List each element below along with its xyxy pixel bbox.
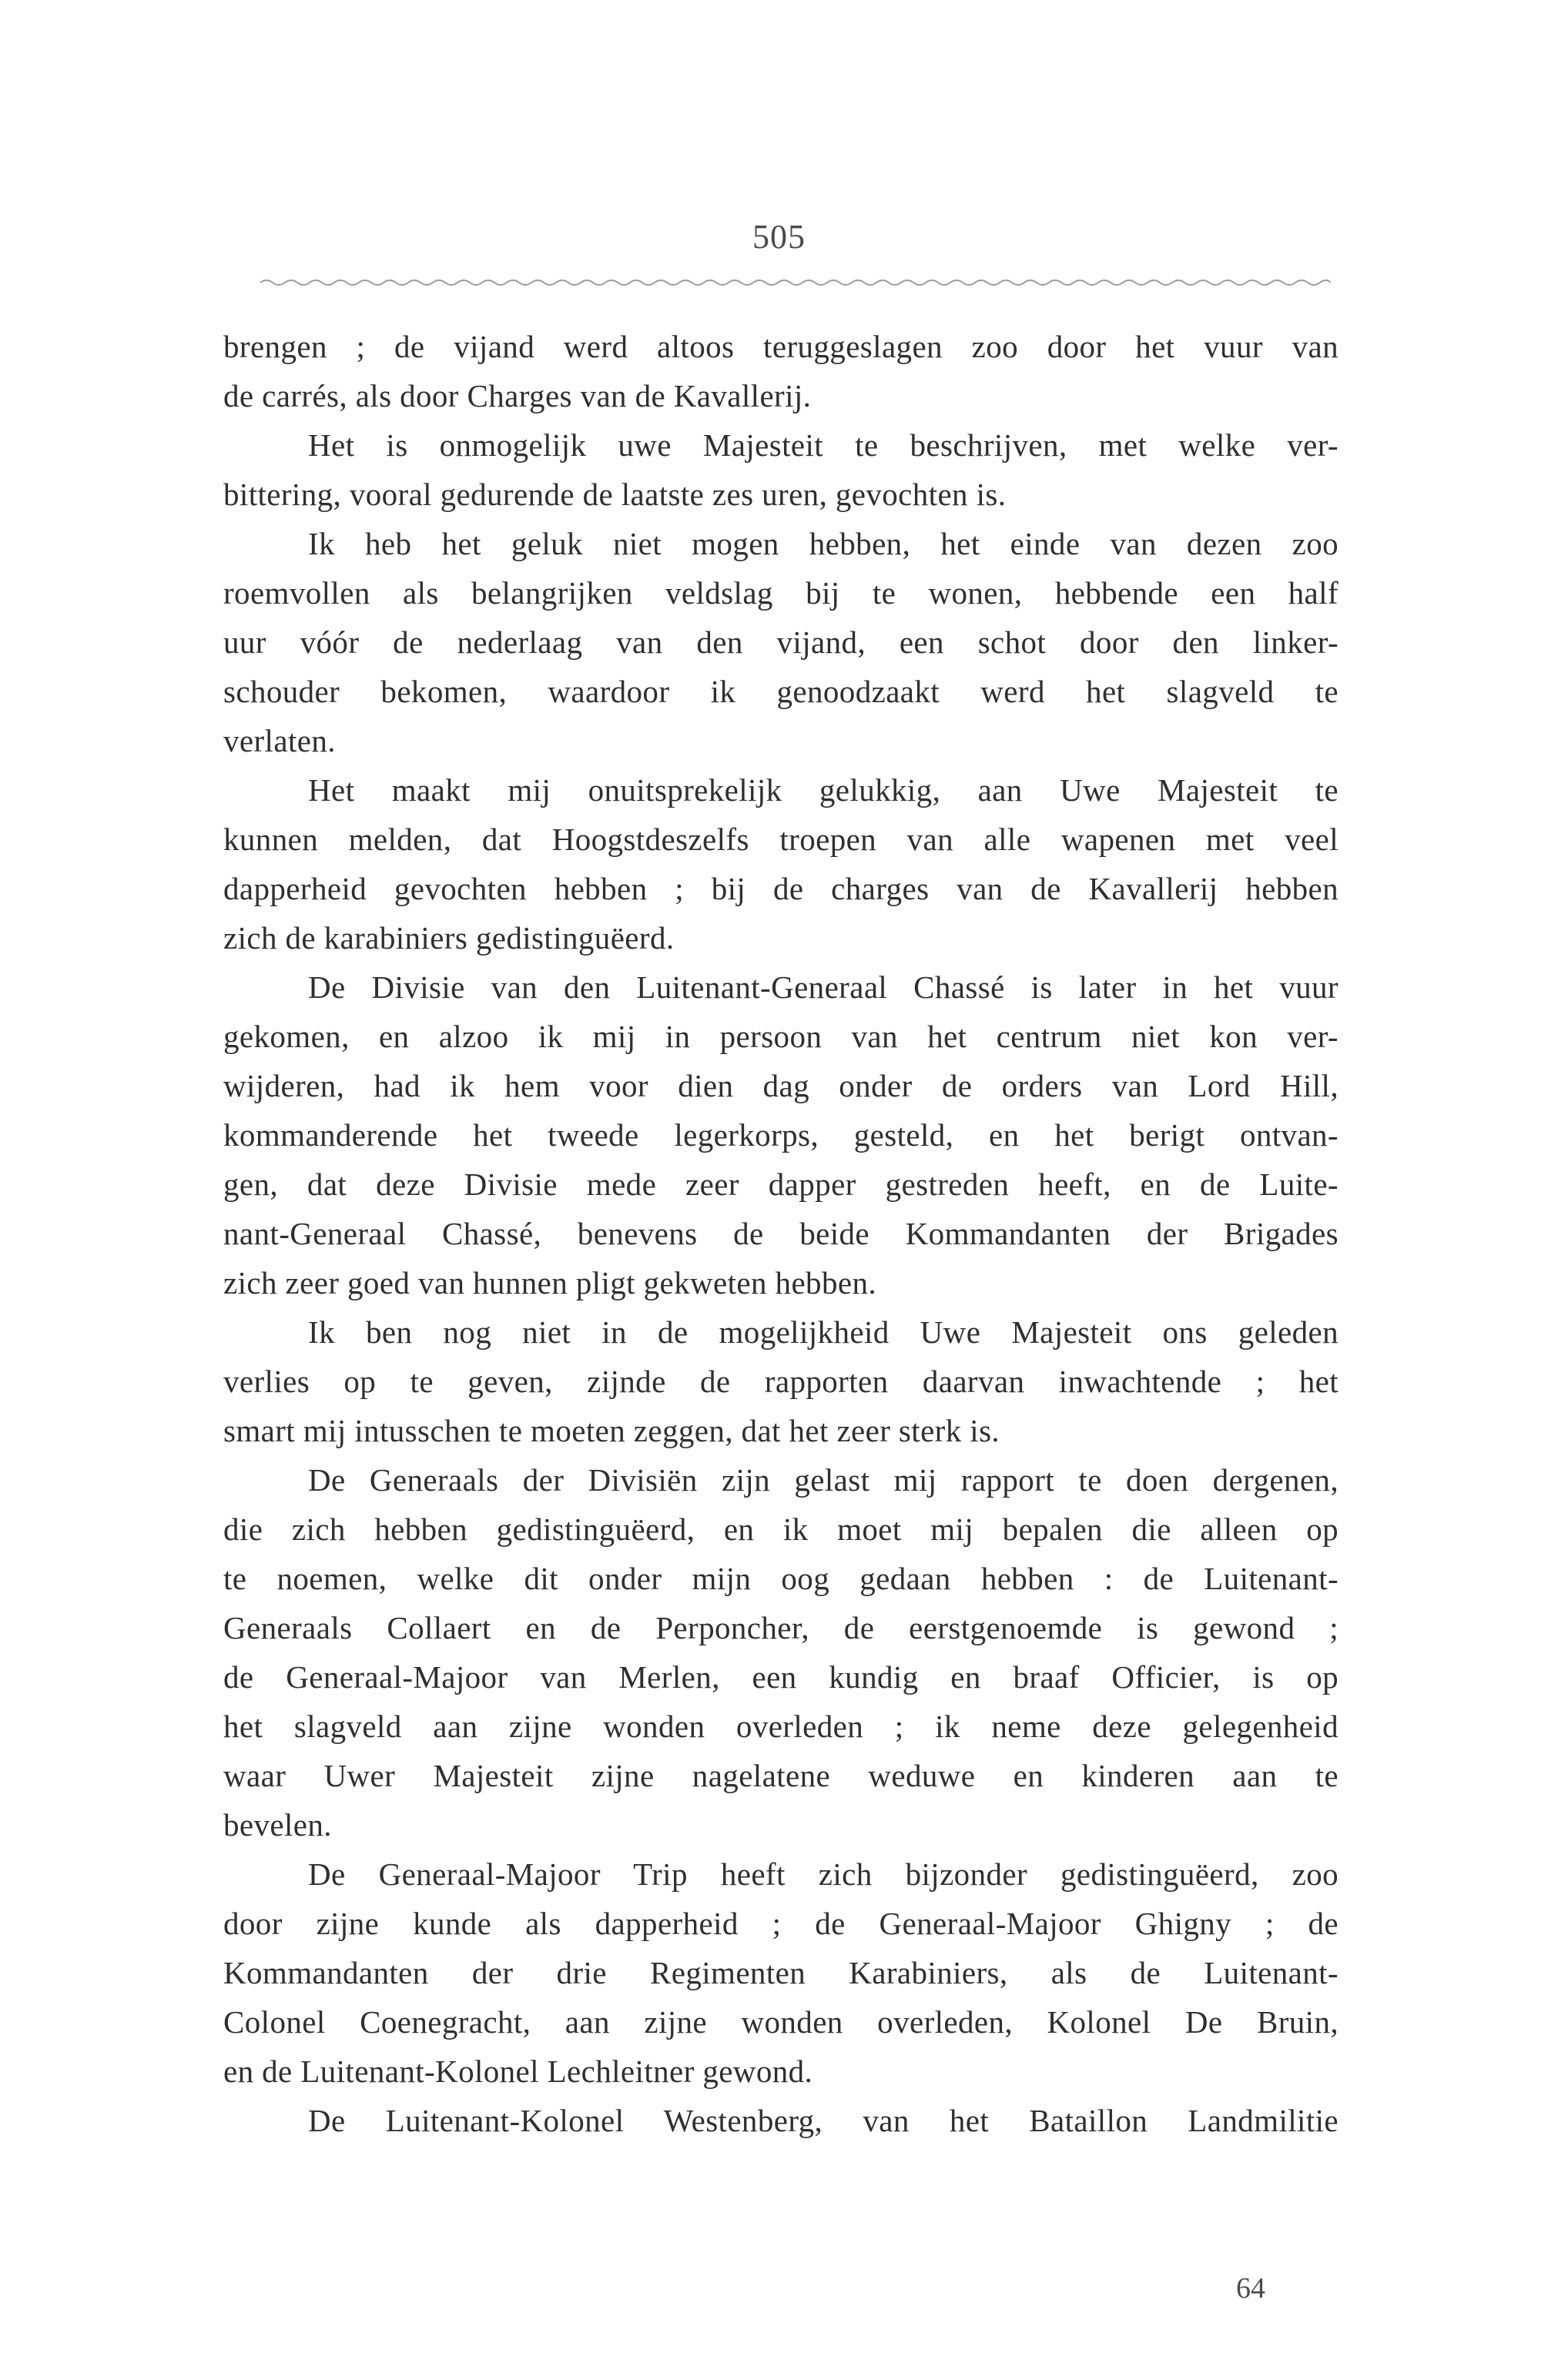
text-line: die zich hebben gedistinguëerd, en ik moet mij bepalen die alleen op [223, 1511, 1339, 1547]
text-line: Generaals Collaert en de Perponcher, de eerstgenoemde is gewond ; [223, 1610, 1339, 1645]
text-line: bevelen. [223, 1807, 332, 1843]
text-line: zich zeer goed van hunnen pligt gekweten hebben. [223, 1265, 876, 1300]
text-line: Colonel Coenegracht, aan zijne wonden overleden, Kolonel De Bruin, [223, 2004, 1339, 2040]
text-line: de Generaal-Majoor van Merlen, een kundig en braaf Officier, is op [223, 1659, 1339, 1695]
text-line: gen, dat deze Divisie mede zeer dapper gestreden heeft, en de Luite- [223, 1167, 1339, 1202]
text-line: dapperheid gevochten hebben ; bij de charges van de Kavallerij hebben [223, 871, 1339, 906]
text-line: verlaten. [223, 723, 336, 758]
signature-mark: 64 [1236, 2272, 1265, 2305]
text-line: waar Uwer Majesteit zijne nagelatene weduwe en kinderen aan te [223, 1758, 1339, 1793]
text-line: kunnen melden, dat Hoogstdeszelfs troepen van alle wapenen met veel [223, 822, 1339, 857]
text-line: nant-Generaal Chassé, benevens de beide Kommandanten der Brigades [223, 1216, 1339, 1251]
text-line: te noemen, welke dit onder mijn oog gedaan hebben : de Luitenant- [223, 1561, 1339, 1596]
text-line: De Generaal-Majoor Trip heeft zich bijzonder gedistinguëerd, zoo [308, 1856, 1339, 1892]
text-line: uur vóór de nederlaag van den vijand, een schot door den linker- [223, 624, 1339, 660]
page-number: 505 [752, 218, 806, 256]
text-line: De Generaals der Divisiën zijn gelast mij rapport te doen dergenen, [308, 1462, 1339, 1498]
text-line: Kommandanten der drie Regimenten Karabiniers, als de Luitenant- [223, 1955, 1339, 1990]
text-line: smart mij intusschen te moeten zeggen, dat het zeer sterk is. [223, 1413, 1000, 1448]
text-line: gekomen, en alzoo ik mij in persoon van het centrum niet kon ver- [223, 1019, 1339, 1054]
text-line: Het maakt mij onuitsprekelijk gelukkig, aan Uwe Majesteit te [308, 772, 1339, 808]
text-line: De Luitenant-Kolonel Westenberg, van het Bataillon Landmilitie [308, 2103, 1339, 2138]
text-line: Ik ben nog niet in de mogelijkheid Uwe Majesteit ons geleden [308, 1314, 1339, 1350]
text-line: Het is onmogelijk uwe Majesteit te beschrijven, met welke ver- [308, 427, 1339, 463]
text-line: zich de karabiniers gedistinguëerd. [223, 920, 675, 956]
text-line: De Divisie van den Luitenant-Generaal Chassé is later in het vuur [308, 969, 1339, 1005]
text-line: het slagveld aan zijne wonden overleden ; ik neme deze gelegenheid [223, 1709, 1339, 1744]
text-line: wijderen, had ik hem voor dien dag onder de orders van Lord Hill, [223, 1068, 1339, 1103]
text-line: brengen ; de vijand werd altoos teruggeslagen zoo door het vuur van [223, 329, 1339, 364]
text-line: bittering, vooral gedurende de laatste zes uren, gevochten is. [223, 477, 1007, 512]
text-line: verlies op te geven, zijnde de rapporten daarvan inwachtende ; het [223, 1364, 1339, 1399]
text-line: de carrés, als door Charges van de Kavallerij. [223, 378, 812, 413]
text-line: kommanderende het tweede legerkorps, gesteld, en het berigt ontvan- [223, 1117, 1339, 1153]
text-line: roemvollen als belangrijken veldslag bij te wonen, hebbende een half [223, 575, 1339, 611]
text-line: Ik heb het geluk niet mogen hebben, het einde van dezen zoo [308, 526, 1339, 561]
text-line: door zijne kunde als dapperheid ; de Generaal-Majoor Ghigny ; de [223, 1906, 1339, 1941]
text-line: en de Luitenant-Kolonel Lechleitner gewond. [223, 2054, 813, 2089]
text-line: schouder bekomen, waardoor ik genoodzaakt werd het slagveld te [223, 674, 1339, 709]
decorative-rule [260, 277, 1331, 288]
